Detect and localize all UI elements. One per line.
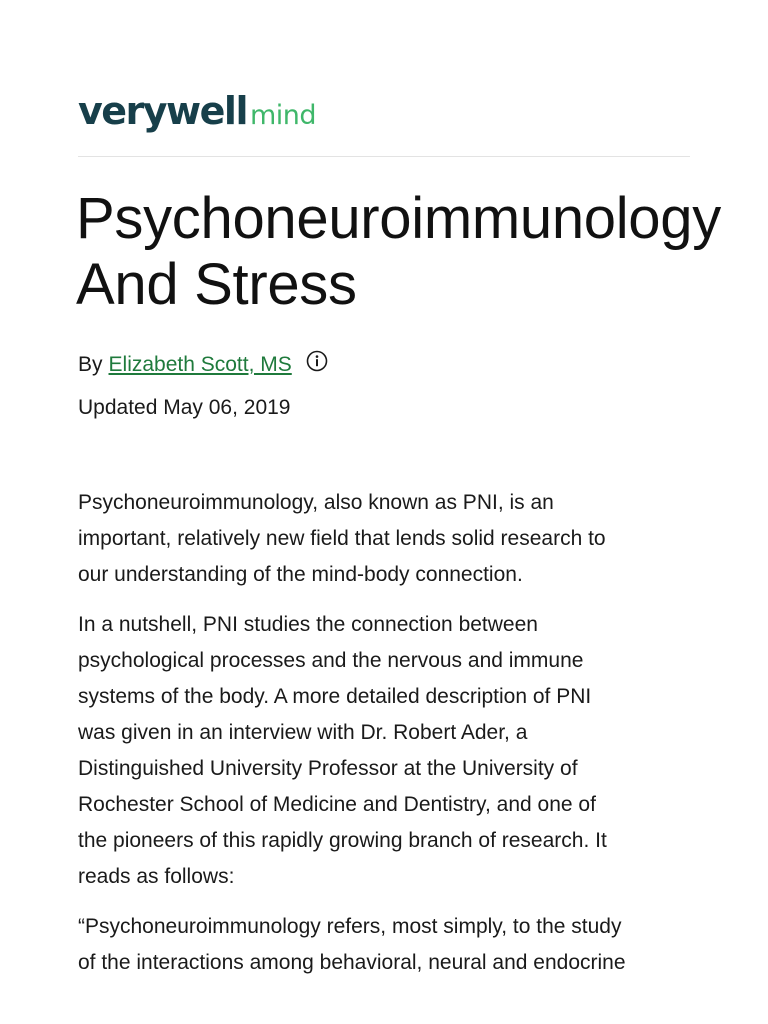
logo-subbrand: mind [249,100,317,131]
article-paragraph: In a nutshell, PNI studies the connection between psychological processes and the nervous and immune systems of the body. A more detailed description of PNI was given in an interview with Dr. Robert Ader, a Distinguished University Professor at the University of Rochester School of Medicine and Dentistry, and one of the pioneers of this rapidly growing branch of research. It reads as follows: [78,613,607,888]
updated-date: Updated May 06, 2019 [78,396,291,419]
article-paragraph: Psychoneuroimmunology, also known as PNI, is an important, relatively new field that lends solid research to our understanding of the mind-body connection. [78,491,606,586]
article-title [76,186,756,318]
article-paragraph: “Psychoneuroimmunology refers, most simply, to the study of the interactions among behavioral, neural and endocrine [78,915,626,974]
author-link[interactable]: Elizabeth Scott, MS [108,353,292,376]
site-header [78,89,690,157]
byline [78,350,328,380]
article-title-line: And Stress [76,252,357,317]
article-title-line: Psychoneuroimmunology [76,186,721,251]
logo-wordmark: verywell [78,89,247,133]
article-body [78,485,698,995]
info-circle-icon[interactable] [306,350,328,372]
byline-prefix: By [78,353,103,376]
site-logo[interactable] [78,89,690,133]
